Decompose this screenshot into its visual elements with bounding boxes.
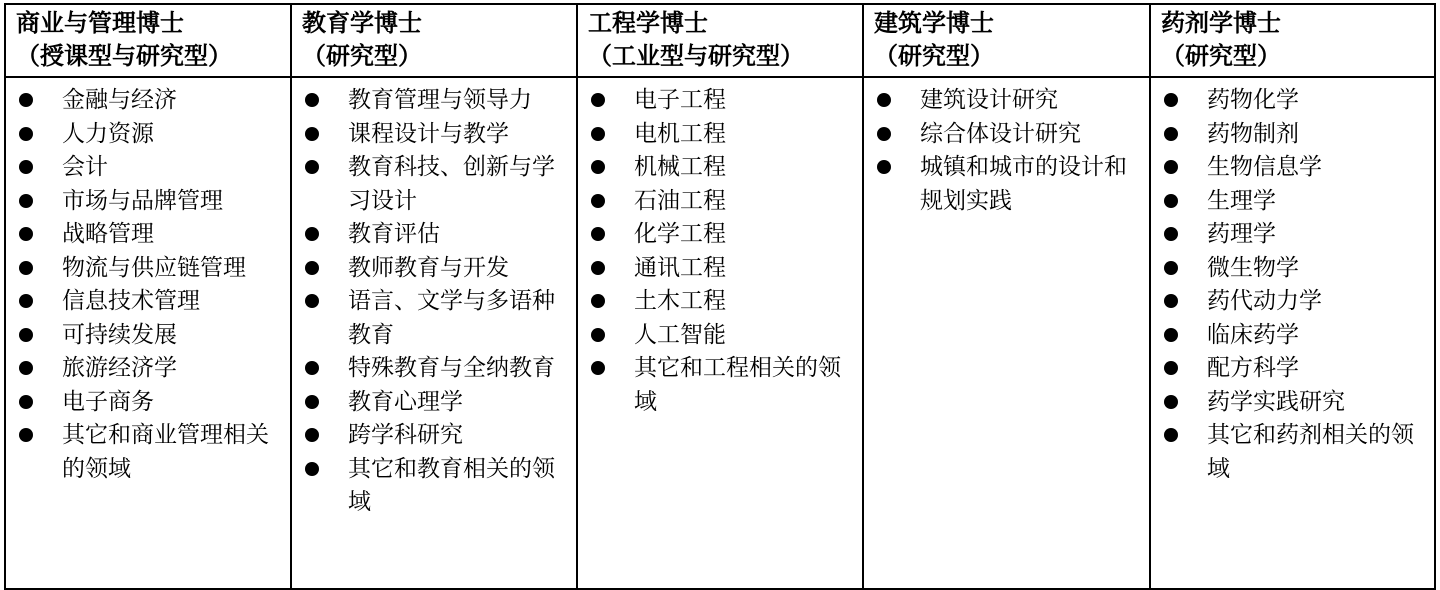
architecture-field-list — [864, 84, 1149, 218]
column-header-architecture — [863, 4, 1150, 77]
list-item-text: 教育心理学 — [348, 388, 463, 415]
list-item — [292, 151, 576, 218]
header-title: 工程学博士 — [588, 8, 708, 37]
list-item-text: 药物化学 — [1207, 87, 1299, 113]
list-item — [1151, 151, 1434, 185]
list-item-text: 特殊教育与全纳教育 — [348, 355, 555, 381]
list-item-text: 化学工程 — [634, 221, 726, 247]
education-field-list — [292, 84, 576, 520]
list-item — [578, 84, 862, 118]
list-item — [578, 218, 862, 252]
list-item — [292, 252, 576, 286]
header-title: 商业与管理博士 — [16, 8, 184, 37]
bullet-dot-icon — [1164, 261, 1178, 275]
list-item-text: 临床药学 — [1207, 321, 1299, 348]
list-item — [864, 118, 1149, 152]
pharmacy-field-list — [1151, 84, 1434, 486]
bullet-dot-icon — [877, 127, 891, 141]
list-item-text: 药理学 — [1207, 221, 1276, 247]
list-item — [6, 218, 290, 252]
list-item-text: 课程设计与教学 — [348, 120, 509, 147]
list-item-text: 战略管理 — [62, 221, 154, 247]
list-item-text: 药学实践研究 — [1207, 388, 1345, 415]
engineering-field-list — [578, 84, 862, 419]
bullet-dot-icon — [19, 93, 33, 107]
list-item-text: 土木工程 — [634, 288, 726, 314]
bullet-dot-icon — [1164, 361, 1178, 375]
bullet-dot-icon — [591, 261, 605, 275]
list-item-text: 其它和商业管理相关的领域 — [62, 422, 269, 482]
bullet-dot-icon — [305, 261, 319, 275]
bullet-dot-icon — [591, 361, 605, 375]
bullet-dot-icon — [19, 361, 33, 375]
header-subtitle: （工业型与研究型） — [588, 41, 804, 70]
list-item-text: 药代动力学 — [1207, 288, 1322, 314]
bullet-dot-icon — [305, 462, 319, 476]
list-item-text: 旅游经济学 — [62, 355, 177, 381]
bullet-dot-icon — [591, 294, 605, 308]
list-item-text: 教育评估 — [348, 221, 440, 247]
bullet-dot-icon — [1164, 160, 1178, 174]
list-item-text: 电机工程 — [634, 120, 726, 147]
bullet-dot-icon — [591, 127, 605, 141]
list-item-text: 电子商务 — [62, 388, 154, 415]
list-item — [6, 319, 290, 353]
list-item-text: 其它和工程相关的领域 — [634, 355, 841, 415]
bullet-dot-icon — [1164, 395, 1178, 409]
bullet-dot-icon — [305, 160, 319, 174]
header-row — [5, 4, 1435, 77]
bullet-dot-icon — [305, 127, 319, 141]
list-item-text: 可持续发展 — [62, 321, 177, 348]
list-item — [1151, 352, 1434, 386]
list-item — [1151, 118, 1434, 152]
header-title: 药剂学博士 — [1161, 8, 1281, 37]
list-item — [292, 218, 576, 252]
list-item — [578, 319, 862, 353]
list-item — [292, 453, 576, 520]
list-item-text: 其它和药剂相关的领域 — [1207, 422, 1414, 482]
header-subtitle: （研究型） — [874, 41, 994, 70]
header-subtitle: （研究型） — [302, 41, 422, 70]
bullet-dot-icon — [1164, 194, 1178, 208]
bullet-dot-icon — [19, 127, 33, 141]
bullet-dot-icon — [877, 93, 891, 107]
column-cell-pharmacy — [1150, 77, 1435, 589]
bullet-dot-icon — [1164, 328, 1178, 342]
list-item — [292, 386, 576, 420]
bullet-dot-icon — [19, 328, 33, 342]
doctoral-programs-table — [4, 3, 1436, 590]
list-item-text: 语言、文学与多语种教育 — [348, 288, 555, 348]
column-cell-business — [5, 77, 291, 589]
bullet-dot-icon — [19, 294, 33, 308]
list-item-text: 教育科技、创新与学习设计 — [348, 154, 555, 214]
list-item-text: 市场与品牌管理 — [62, 187, 223, 214]
bullet-dot-icon — [305, 93, 319, 107]
bullet-dot-icon — [591, 194, 605, 208]
list-item-text: 人力资源 — [62, 120, 154, 147]
list-item — [292, 118, 576, 152]
bullet-dot-icon — [19, 261, 33, 275]
bullet-dot-icon — [591, 93, 605, 107]
bullet-dot-icon — [19, 395, 33, 409]
list-item-text: 教师教育与开发 — [348, 254, 509, 281]
list-item-text: 生理学 — [1207, 187, 1276, 214]
column-cell-architecture — [863, 77, 1150, 589]
list-item — [1151, 386, 1434, 420]
list-item-text: 物流与供应链管理 — [62, 254, 246, 281]
list-item-text: 微生物学 — [1207, 254, 1299, 281]
bullet-dot-icon — [305, 361, 319, 375]
list-item-text: 跨学科研究 — [348, 422, 463, 448]
list-item — [6, 386, 290, 420]
bullet-dot-icon — [305, 227, 319, 241]
list-item — [292, 419, 576, 453]
bullet-dot-icon — [591, 160, 605, 174]
list-item — [292, 285, 576, 352]
list-item — [1151, 185, 1434, 219]
column-header-education — [291, 4, 577, 77]
column-header-pharmacy — [1150, 4, 1435, 77]
header-title: 建筑学博士 — [874, 8, 994, 37]
list-item — [578, 185, 862, 219]
list-item — [1151, 84, 1434, 118]
list-item-text: 通讯工程 — [634, 254, 726, 281]
list-item — [578, 151, 862, 185]
bullet-dot-icon — [877, 160, 891, 174]
list-item — [1151, 218, 1434, 252]
list-item-text: 其它和教育相关的领域 — [348, 455, 555, 515]
list-item — [6, 118, 290, 152]
list-item-text: 金融与经济 — [62, 87, 177, 113]
header-subtitle: （研究型） — [1161, 41, 1281, 70]
bullet-dot-icon — [305, 428, 319, 442]
list-item-text: 配方科学 — [1207, 355, 1299, 381]
list-item-text: 人工智能 — [634, 321, 726, 348]
list-item — [1151, 419, 1434, 486]
bullet-dot-icon — [591, 328, 605, 342]
list-item-text: 机械工程 — [634, 154, 726, 180]
list-item-text: 综合体设计研究 — [920, 120, 1081, 147]
list-item — [578, 118, 862, 152]
bullet-dot-icon — [1164, 294, 1178, 308]
business-field-list — [6, 84, 290, 486]
list-item-text: 建筑设计研究 — [920, 87, 1058, 113]
bullet-dot-icon — [591, 227, 605, 241]
list-item — [6, 84, 290, 118]
content-row — [5, 77, 1435, 589]
list-item-text: 城镇和城市的设计和规划实践 — [920, 154, 1127, 214]
list-item — [6, 285, 290, 319]
bullet-dot-icon — [19, 160, 33, 174]
bullet-dot-icon — [1164, 127, 1178, 141]
column-header-business — [5, 4, 291, 77]
list-item-text: 药物制剂 — [1207, 120, 1299, 147]
bullet-dot-icon — [1164, 428, 1178, 442]
bullet-dot-icon — [19, 227, 33, 241]
bullet-dot-icon — [19, 428, 33, 442]
list-item — [6, 185, 290, 219]
list-item — [864, 84, 1149, 118]
header-subtitle: （授课型与研究型） — [16, 41, 232, 70]
list-item-text: 教育管理与领导力 — [348, 87, 532, 113]
list-item — [6, 419, 290, 486]
column-cell-engineering — [577, 77, 863, 589]
list-item — [292, 352, 576, 386]
list-item — [864, 151, 1149, 218]
list-item — [578, 252, 862, 286]
document-body — [4, 3, 1436, 590]
bullet-dot-icon — [1164, 227, 1178, 241]
list-item-text: 生物信息学 — [1207, 154, 1322, 180]
column-header-engineering — [577, 4, 863, 77]
list-item — [1151, 285, 1434, 319]
list-item — [578, 352, 862, 419]
list-item-text: 电子工程 — [634, 87, 726, 113]
list-item — [1151, 252, 1434, 286]
column-cell-education — [291, 77, 577, 589]
list-item-text: 信息技术管理 — [62, 288, 200, 314]
list-item — [6, 352, 290, 386]
list-item-text: 石油工程 — [634, 187, 726, 214]
list-item — [292, 84, 576, 118]
bullet-dot-icon — [305, 395, 319, 409]
bullet-dot-icon — [1164, 93, 1178, 107]
list-item-text: 会计 — [62, 154, 108, 180]
header-title: 教育学博士 — [302, 8, 422, 37]
bullet-dot-icon — [305, 294, 319, 308]
list-item — [1151, 319, 1434, 353]
list-item — [6, 151, 290, 185]
list-item — [578, 285, 862, 319]
list-item — [6, 252, 290, 286]
bullet-dot-icon — [19, 194, 33, 208]
